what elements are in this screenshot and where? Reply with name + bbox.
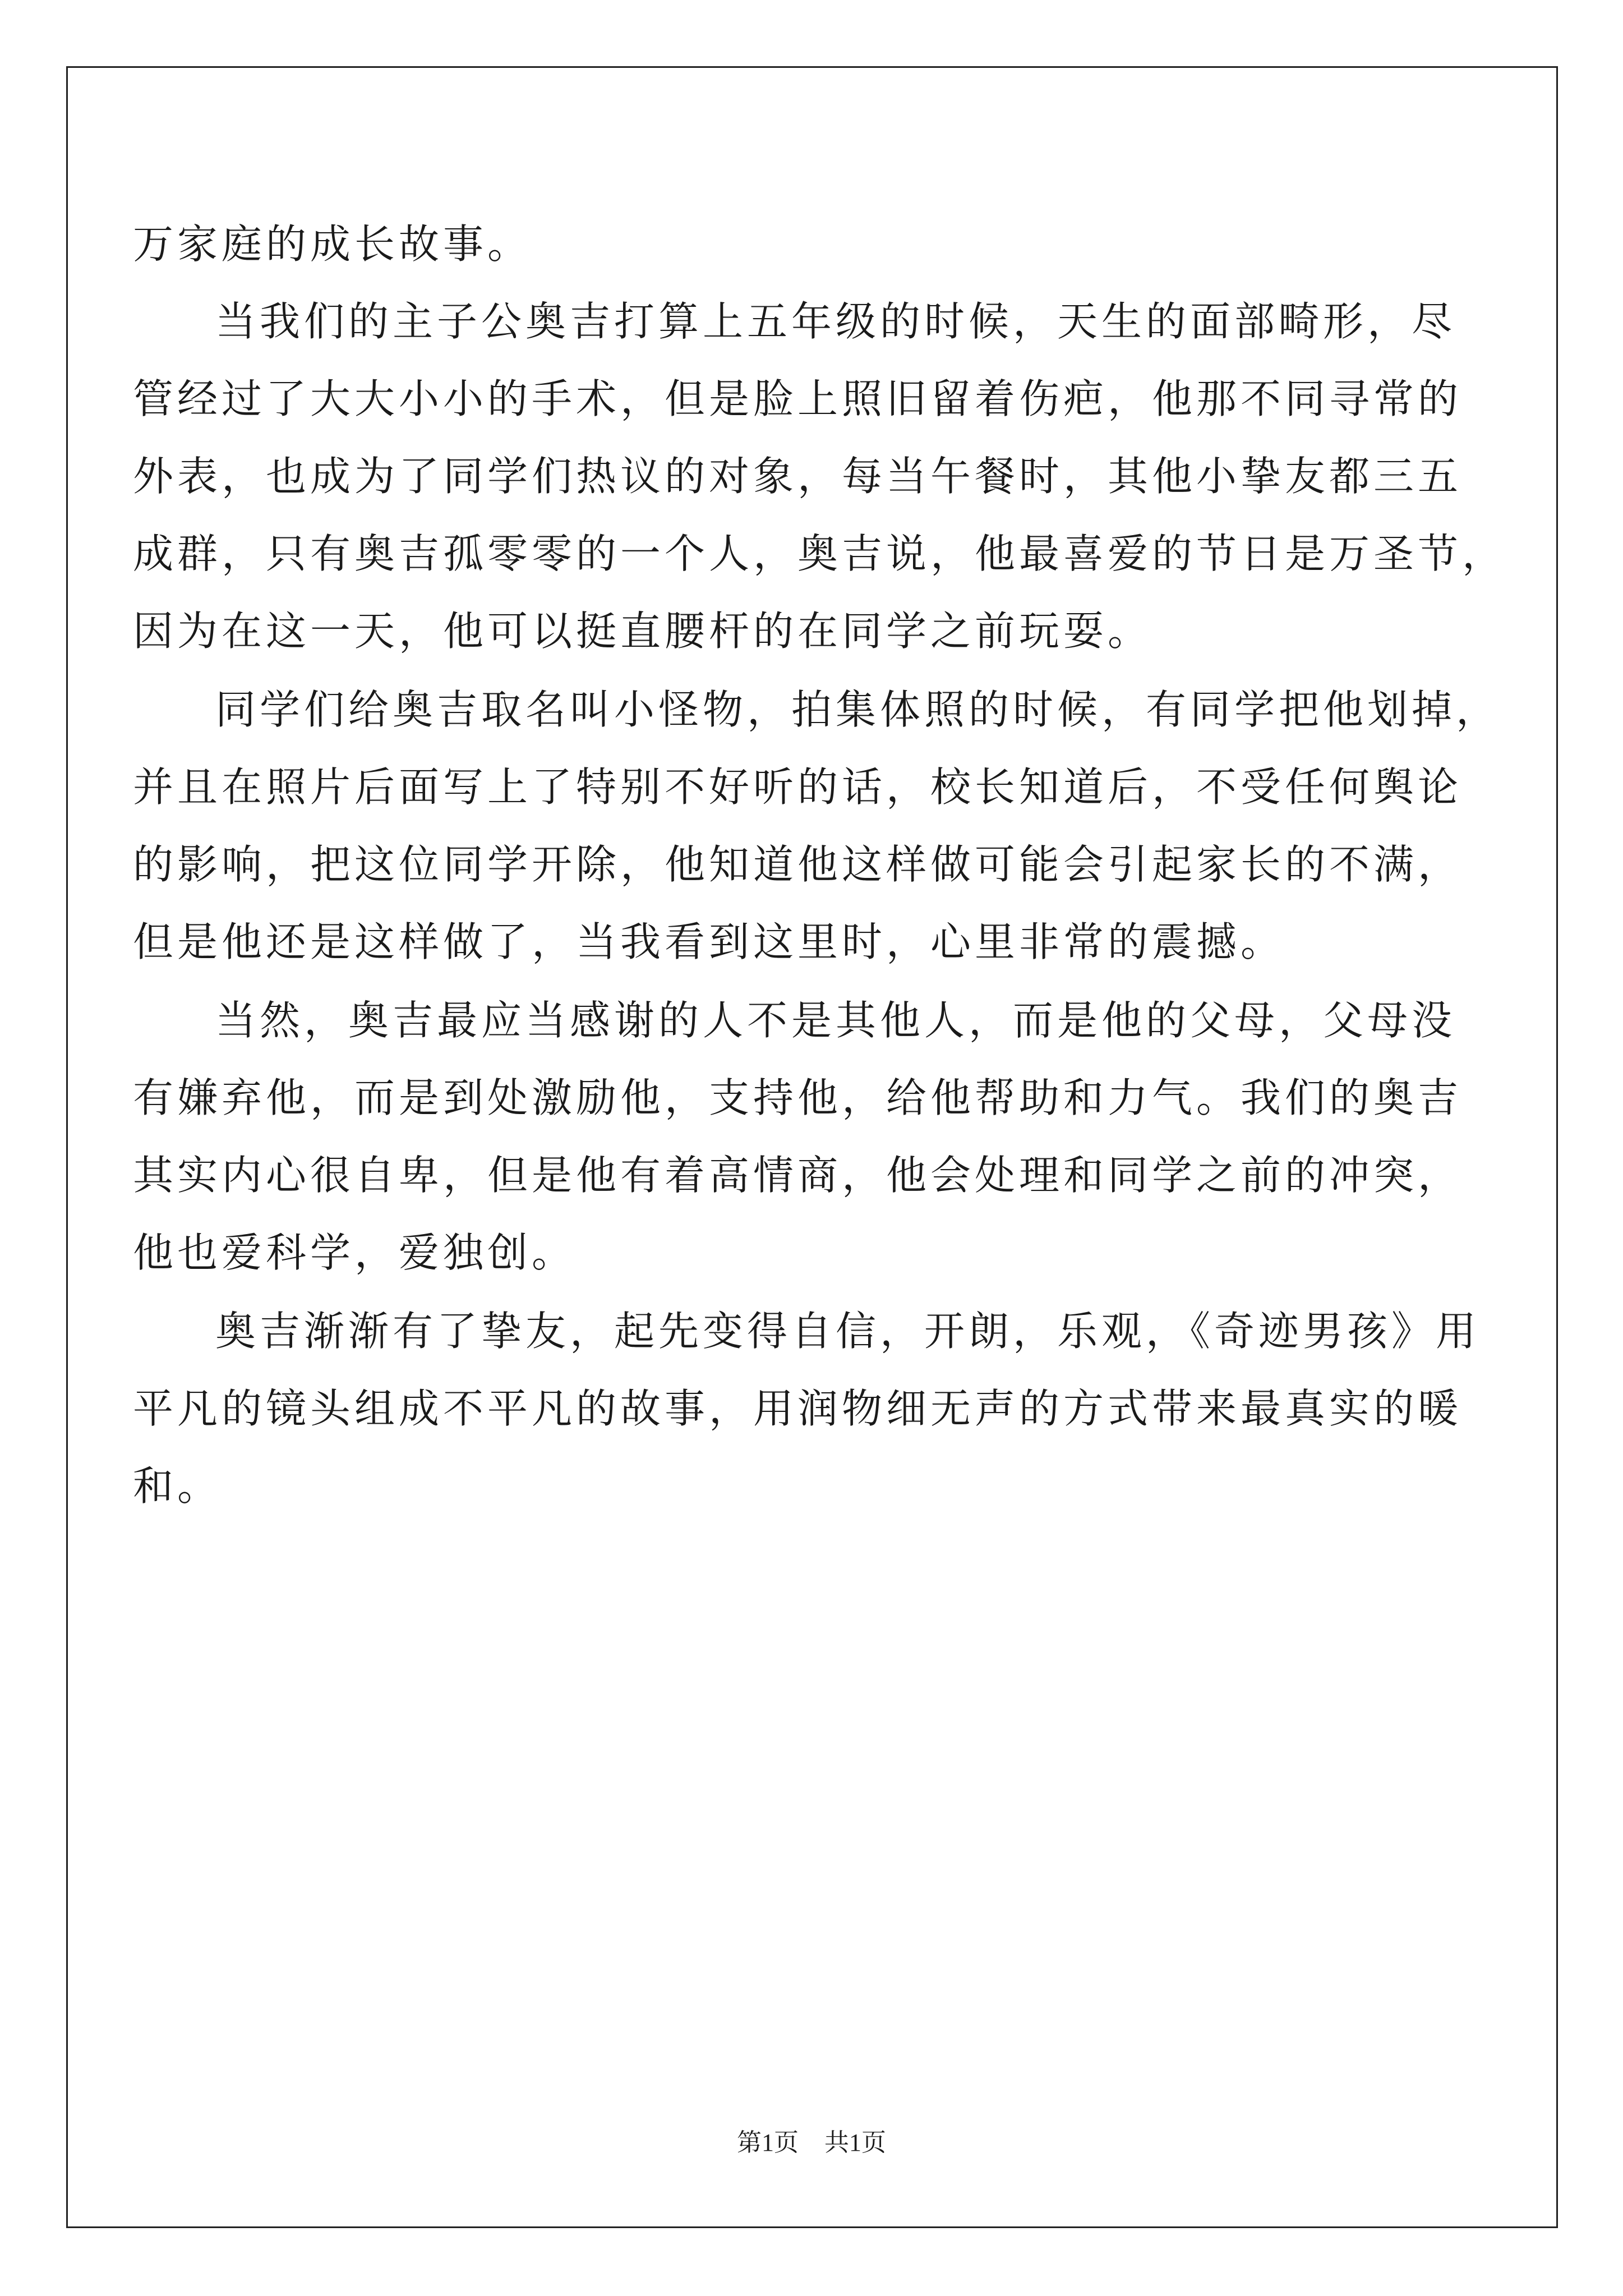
text-line: 但是他还是这样做了，当我看到这里时，心里非常的震撼。 — [133, 918, 1285, 965]
page-footer — [0, 2126, 1623, 2160]
text-line: 管经过了大大小小的手术，但是脸上照旧留着伤疤，他那不同寻常的 — [133, 375, 1463, 422]
paragraph-start-line: 当然，奥吉最应当感谢的人不是其他人，而是他的父母，父母没 — [215, 997, 1456, 1044]
page-total: 共1页 — [824, 2129, 886, 2156]
text-line: 他也爱科学，爱独创。 — [133, 1229, 577, 1276]
text-line: 成群，只有奥吉孤零零的一个人，奥吉说，他最喜爱的节日是万圣节， — [133, 530, 1507, 577]
text-line: 并且在照片后面写上了特别不好听的话，校长知道后，不受任何舆论 — [133, 763, 1463, 811]
text-line: 因为在这一天，他可以挺直腰杆的在同学之前玩耍。 — [133, 608, 1152, 655]
text-line: 其实内心很自卑，但是他有着高情商，他会处理和同学之前的冲突， — [133, 1152, 1463, 1199]
text-line: 和。 — [133, 1462, 222, 1510]
text-line: 有嫌弃他，而是到处激励他，支持他，给他帮助和力气。我们的奥吉 — [133, 1074, 1463, 1121]
text-line: 外表，也成为了同学们热议的对象，每当午餐时，其他小挚友都三五 — [133, 453, 1463, 500]
paragraph-start-line: 同学们给奥吉取名叫小怪物，拍集体照的时候，有同学把他划掉， — [215, 686, 1501, 733]
paragraph-start-line: 奥吉渐渐有了挚友，起先变得自信，开朗，乐观，《奇迹男孩》用 — [215, 1308, 1481, 1355]
page-number: 第1页 — [737, 2129, 799, 2156]
text-line: 的影响，把这位同学开除，他知道他这样做可能会引起家长的不满， — [133, 841, 1463, 888]
paragraph-start-line: 当我们的主子公奥吉打算上五年级的时候，天生的面部畸形，尽 — [215, 298, 1456, 345]
text-line: 平凡的镜头组成不平凡的故事，用润物细无声的方式带来最真实的暖 — [133, 1385, 1463, 1432]
text-line: 万家庭的成长故事。 — [133, 220, 532, 268]
